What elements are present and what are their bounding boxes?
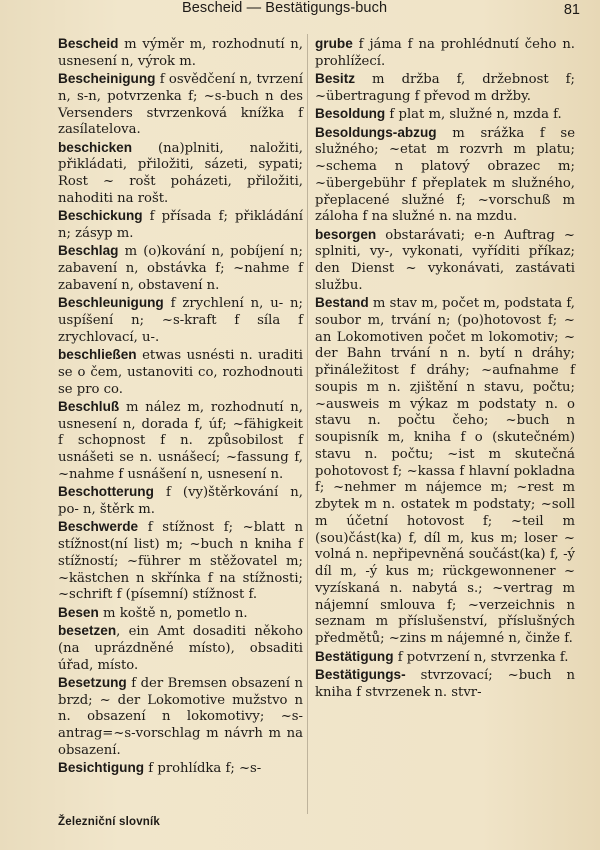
entry-definition: f osvědčení n, tvrzení n, s-n, potvrzenka f; ~s-buch n des Versenders stvrzenková knížka f zasílatelova. (58, 72, 303, 138)
dictionary-entry (58, 399, 303, 484)
entry-definition: f jáma f na prohlédnutí čeho n. prohlížecí. (315, 37, 575, 69)
left-column (58, 36, 303, 779)
dictionary-entry (315, 36, 575, 71)
dictionary-entry (58, 295, 303, 346)
entry-headword: Besichtigung (58, 760, 145, 776)
entry-definition: obstarávati; e-n Auftrag ~ splniti, vy-, vykonati, vyříditi příkaz; den Dienst ~ vykonávati, zastávati službu. (315, 227, 575, 293)
entry-definition: f prohlídka f; ~s- (144, 761, 262, 777)
entry-headword: besorgen (315, 226, 377, 242)
entry-definition: (na)plniti, naložiti, přikládati, přiložiti, sázeti, sypati; Rost ~ rošt poházeti, přiložiti, nahoditi na rošt. (58, 140, 303, 206)
entry-definition: , ein Amt dosaditi někoho (na uprázdněné místo), obsaditi úřad, místo. (58, 624, 303, 673)
dictionary-entry (58, 760, 303, 778)
entry-definition: f (vy)štěrkování n, po- n, štěrk m. (58, 485, 303, 517)
entry-headword: Besoldung (315, 106, 386, 122)
entry-headword: Besitz (315, 71, 356, 87)
entry-headword: Bescheinigung (58, 71, 156, 87)
entry-headword: Besetzung (58, 674, 127, 690)
entry-headword: Besen (58, 604, 99, 620)
entry-definition: m stav m, počet m, podstata f, soubor m, trvání n; (po)hotovost f; ~ an Lokomotiven počet m lokomotiv; ~ der Bahn trvání n n. bytí n dráhy; přináležitost f dráhy; ~aufnahme f soupis m n. zjištění n stavu, počtu; ~ausweis m výkaz m podstaty n. o stavu n. počtu čeho; ~buch n soupisník m, kniha f o (skutečném) stavu n. počtu; ~ist m skutečná pohotovost f; ~kassa f hlavní pokladna f; ~nehmer m nájemce m; ~rest m zbytek m n. ostatek m podstaty; ~soll m účetní hotovost f; ~teil m (sou)část(ka) f, díl m, kus m; loser ~ volná n. nepřipevněná součást(ka) f, -ý díl m, -ý kus m; rückgewonnener ~ vyzískaná n. nabytá s.; ~vertrag m nájemní smlouva f; ~verzeichnis n seznam m příslušenství, příslušných předmětů; ~zins m nájemné n, činže f. (315, 296, 575, 647)
column-divider (307, 34, 308, 814)
entry-headword: Beschickung (58, 208, 143, 224)
entry-definition: m držba f, držebnost f; ~übertragung f převod m držby. (315, 72, 575, 104)
entry-headword: beschicken (58, 139, 133, 155)
entry-headword: beschließen (58, 347, 137, 363)
entry-headword: Bestätigung (315, 648, 394, 664)
dictionary-entry (58, 519, 303, 604)
dictionary-entry (58, 208, 303, 243)
entry-definition: m nález m, rozhodnutí n, usnesení n, dorada f, úf; ~fähigkeit f schopnost f n. způsobilost f usnášeti se n. usnášecí; ~fassung f, ~nahme f usnášení n, usnesení n. (58, 399, 303, 482)
dictionary-entry (58, 675, 303, 760)
dictionary-entry (315, 295, 575, 648)
entry-headword: grube (315, 36, 353, 51)
entry-definition: f stížnost f; ~blatt n stížnost(ní list) m; ~buch n kniha f stížností; ~führer m stěžovatel m; ~kästchen n skřínka f na stížnosti; ~schrift f (písemní) stížnost f. (58, 520, 303, 603)
entry-definition: etwas usnésti n. uraditi se o čem, ustanoviti co, rozhodnouti se pro co. (58, 348, 303, 397)
entry-headword: Bescheid (58, 36, 119, 51)
page-number: 81 (563, 2, 580, 18)
dictionary-entry (58, 347, 303, 398)
dictionary-entry (315, 227, 575, 295)
entry-definition: f přísada f; přikládání n; zásyp m. (58, 209, 303, 242)
running-head: Bescheid — Bestätigungs-buch (182, 0, 388, 16)
dictionary-entry (315, 71, 575, 106)
dictionary-entry (58, 36, 303, 71)
entry-headword: Bestand (315, 295, 369, 311)
dictionary-entry (58, 243, 303, 294)
entry-headword: Beschotterung (58, 484, 154, 500)
dictionary-entry (315, 125, 575, 227)
dictionary-entry (58, 140, 303, 208)
entry-definition: f plat m, služné n, mzda f. (385, 107, 562, 123)
dictionary-entry (58, 484, 303, 519)
footer-signature: Železniční slovník (58, 816, 161, 828)
dictionary-entry (58, 71, 303, 139)
entry-headword: Bestätigungs- (315, 666, 406, 682)
entry-definition: f potvrzení n, stvrzenka f. (393, 649, 569, 665)
dictionary-entry (58, 605, 303, 623)
entry-headword: besetzen (58, 623, 117, 639)
dictionary-entry (58, 623, 303, 674)
entry-definition: stvrzovací; ~buch n kniha f stvrzenek n. stvr- (315, 667, 575, 700)
entry-headword: Beschleunigung (58, 295, 164, 311)
entry-definition: f der Bremsen obsazení n brzd; ~ der Lokomotive mužstvo n n. obsazení n lokomotivy; ~s-antrag=~s-vorschlag m návrh m na obsazení. (58, 675, 303, 758)
entry-definition: m (o)kování n, pobíjení n; zabavení n, obstávka f; ~nahme f zabavení n, obstavení n. (58, 244, 303, 293)
page-header (0, 0, 600, 24)
entry-headword: Beschluß (58, 398, 120, 414)
entry-definition: m výměr m, rozhodnutí n, usnesení n, výrok m. (58, 37, 303, 69)
entry-definition: m koště n, pometlo n. (98, 605, 248, 621)
dictionary-entry (315, 649, 575, 667)
entry-headword: Beschlag (58, 243, 119, 259)
entry-definition: m srážka f se služného; ~etat m rozvrh m platu; ~schema n platový obrazec m; ~übergebühr f přeplatek m služného, přeplacené služné f; ~vorschuß m záloha f na služné n. na mzdu. (315, 125, 575, 225)
dictionary-entry (315, 106, 575, 124)
right-column (315, 36, 575, 702)
entry-headword: Beschwerde (58, 519, 139, 535)
entry-headword: Besoldungs-abzug (315, 124, 437, 140)
entry-definition: f zrychlení n, u- n; uspíšení n; ~s-kraft f síla f zrychlovací, u-. (58, 296, 303, 345)
dictionary-entry (315, 667, 575, 702)
